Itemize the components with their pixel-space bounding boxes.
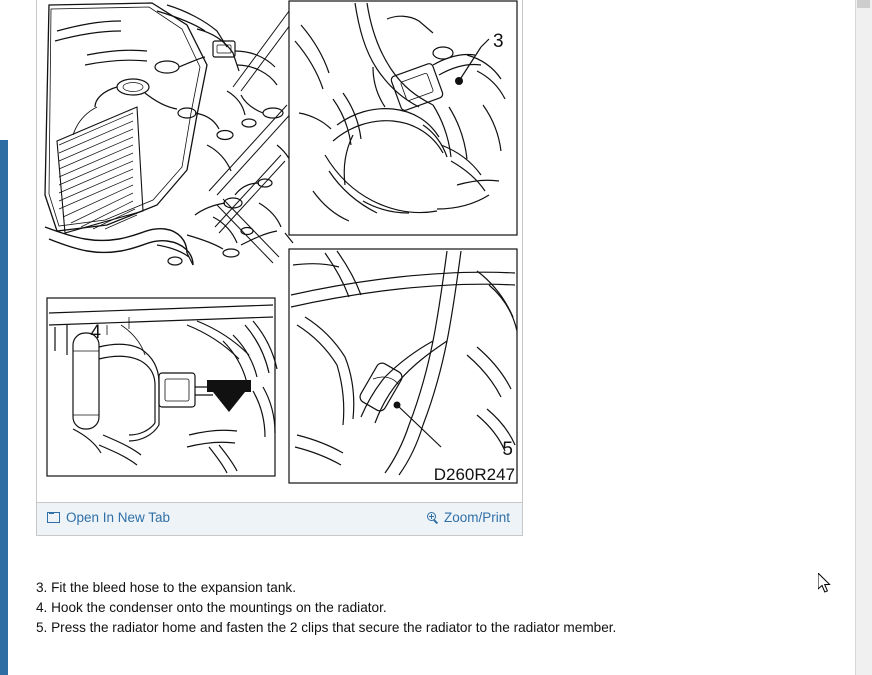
magnifier-plus-icon: [427, 512, 439, 524]
panel-number-4: 4: [90, 322, 101, 343]
figure-reference-code: D260R247: [433, 465, 515, 484]
figure-image[interactable]: [37, 0, 522, 503]
list-item: 3. Fit the bleed hose to the expansion tank.: [36, 580, 296, 595]
new-tab-icon: [47, 512, 60, 523]
zoom-print-button[interactable]: [427, 510, 510, 525]
list-item: 4. Hook the condenser onto the mountings on the radiator.: [36, 600, 387, 615]
procedure-steps-list: [36, 578, 736, 638]
technical-illustration: [37, 0, 522, 503]
scrollbar-thumb[interactable]: [857, 0, 870, 8]
left-edge-white: [0, 0, 8, 140]
figure-panel: [36, 0, 523, 536]
vertical-scrollbar[interactable]: [855, 0, 872, 675]
list-item: 5. Press the radiator home and fasten the 2 clips that secure the radiator to the radiator member.: [36, 620, 617, 635]
left-gutter: [8, 0, 12, 675]
mouse-cursor: [818, 573, 832, 593]
panel-number-5: 5: [502, 439, 513, 460]
open-in-new-tab-button[interactable]: [47, 510, 170, 525]
image-toolbar: [37, 502, 522, 535]
panel-number-3: 3: [493, 31, 504, 52]
open-in-new-tab-label[interactable]: Open In New Tab: [66, 510, 171, 525]
left-sidebar-accent-strip: [0, 140, 8, 675]
zoom-print-label[interactable]: Zoom/Print: [443, 510, 510, 525]
